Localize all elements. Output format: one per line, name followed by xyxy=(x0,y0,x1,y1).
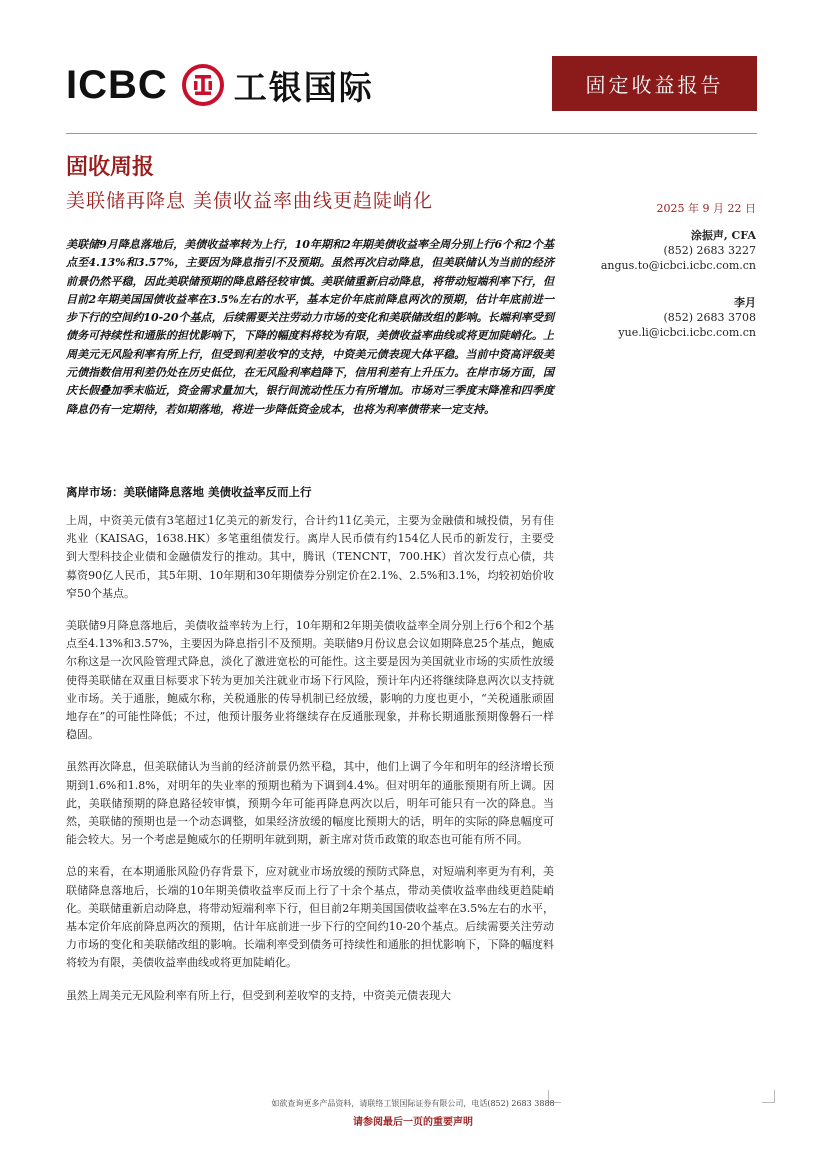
body-paragraph: 上周，中资美元债有3笔超过1亿美元的新发行，合计约11亿美元，主要为金融债和城投债，另有佳兆业（KAISAG，1638.HK）多笔重组债发行。离岸人民币债有约154亿人民币的新发行，主要受到大型科技企业债和金融债发行的推动。其中，腾讯（TENCNT，700.HK）首次发行点心债，共募资90亿人民币，其5年期、10年期和30年期债券分别定价在2.1%、2.5%和3.1%，均较初始价收窄50个基点。 xyxy=(66,514,554,600)
body-paragraph: 虽然再次降息，但美联储认为当前的经济前景仍然平稳，其中，他们上调了今年和明年的经济增长预期到1.6%和1.8%，对明年的失业率的预期也稍为下调到4.4%。但对明年的通胀预期有所上调。因此，美联储预期的降息路径较审慎，预期今年可能再降息两次以后，明年可能只有一次的降息。当然，美联储的预期也是一个动态调整，如果经济放缓的幅度比预期大的话，明年的实际的降息幅度可能会较大。另一个考虑是鲍威尔的任期明年就到期，新主席对货币政策的取态也可能有所不同。 xyxy=(66,760,554,847)
footer-contact: 如欲查询更多产品资料，请联络工银国际证券有限公司，电话(852) 2683 3888 xyxy=(271,1099,555,1108)
author-block xyxy=(580,228,756,273)
header-divider xyxy=(66,133,757,134)
author-phone: (852) 2683 3227 xyxy=(663,244,756,257)
author-email[interactable]: angus.to@icbci.icbc.com.cn xyxy=(600,259,756,272)
brand-latin: ICBC xyxy=(66,62,168,107)
brand-logo xyxy=(66,60,374,110)
section-heading: 离岸市场：美联储降息落地 美债收益率反而上行 xyxy=(66,485,312,499)
author-name: 涂振声, CFA xyxy=(690,229,756,242)
body-paragraph: 虽然上周美元无风险利率有所上行，但受到利差收窄的支持，中资美元债表现大 xyxy=(66,988,451,1002)
report-subtitle: 美联储再降息 美债收益率曲线更趋陡峭化 xyxy=(66,190,434,212)
author-name: 李月 xyxy=(734,296,756,309)
report-date: 2025 年 9 月 22 日 xyxy=(656,202,756,215)
body-paragraph: 总的来看，在本期通胀风险仍存背景下，应对就业市场放缓的预防式降息，对短端利率更为有利，美联储降息落地后，长端的10年期美债收益率反而上行了十余个基点，带动美债收益率曲线更趋陡峭化。美联储重新启动降息，将带动短端利率下行，但目前2年期美国国债收益率在3.5%左右的水平，基本定价年底前降息两次的预期，估计年底前进一步下行的空间约10-20个基点。后续需要关注劳动力市场的变化和美联储改组的影响。长端利率受到债务可持续性和通胀的担忧影响下，下降的幅度料将较为有限，美债收益率曲线或将更加陡峭化。 xyxy=(66,865,554,970)
author-phone: (852) 2683 3708 xyxy=(663,311,756,324)
author-email[interactable]: yue.li@icbci.icbc.com.cn xyxy=(618,326,756,339)
icbc-seal-icon xyxy=(182,64,224,106)
report-title: 固收周报 xyxy=(66,155,155,180)
report-type-banner: 固定收益报告 xyxy=(552,56,757,111)
section-body xyxy=(66,512,554,1019)
body-paragraph: 美联储9月降息落地后，美债收益率转为上行，10年期和2年期美债收益率全周分别上行6个和2个基点至4.13%和3.57%，主要因为降息指引不及预期。美联储9月份议息会议如期降息25个基点，鲍威尔称这是一次风险管理式降息，淡化了激进宽松的可能性。这主要是因为美国就业市场的实质性放缓使得美联储在双重目标要求下转为更加关注就业市场下行风险，预计年内还将继续降息两次以支持就业市场。关于通胀，鲍威尔称，关税通胀的传导机制已经放缓，影响的力度也更小，“关税通胀顽固地存在”的可能性降低；不过，他预计服务业将继续存在反通胀现象，并称长期通胀预期像磐石一样稳固。 xyxy=(66,619,554,742)
brand-chinese: 工银国际 xyxy=(233,67,374,107)
author-block xyxy=(580,295,756,340)
footer-disclaimer-note: 请参阅最后一页的重要声明 xyxy=(353,1117,473,1128)
summary-paragraph: 美联储9月降息落地后，美债收益率转为上行，10年期和2年期美债收益率全周分别上行6个和2个基点至4.13%和3.57%，主要因为降息指引不及预期。虽然再次启动降息，但美联储认为当前的经济前景仍然平稳，因此美联储预期的降息路径较审慎。美联储重新启动降息，将带动短端利率下行，但目前2年期美国国债收益率在3.5%左右的水平，基本定价年底前降息两次的预期，估计年底前进一步下行的空间约10-20个基点，后续需要关注劳动力市场的变化和美联储改组的影响。长端利率受到债务可持续性和通胀的担忧影响下，下降的幅度料将较为有限，美债收益率曲线或将更加陡峭化。上周美元无风险利率有所上行，但受到利差收窄的支持，中资美元债表现大体平稳。当前中资高评级美元债指数信用利差仍处在历史低位，在无风险利率趋降下，信用利差有上升压力。在岸市场方面，国庆长假叠加季末临近，资金需求量加大，银行间流动性压力有所增加。市场对三季度末降准和四季度降息仍有一定期待，若如期落地，将进一步降低资金成本，也将为利率债带来一定支持。 xyxy=(66,238,554,416)
author-list xyxy=(580,228,756,340)
